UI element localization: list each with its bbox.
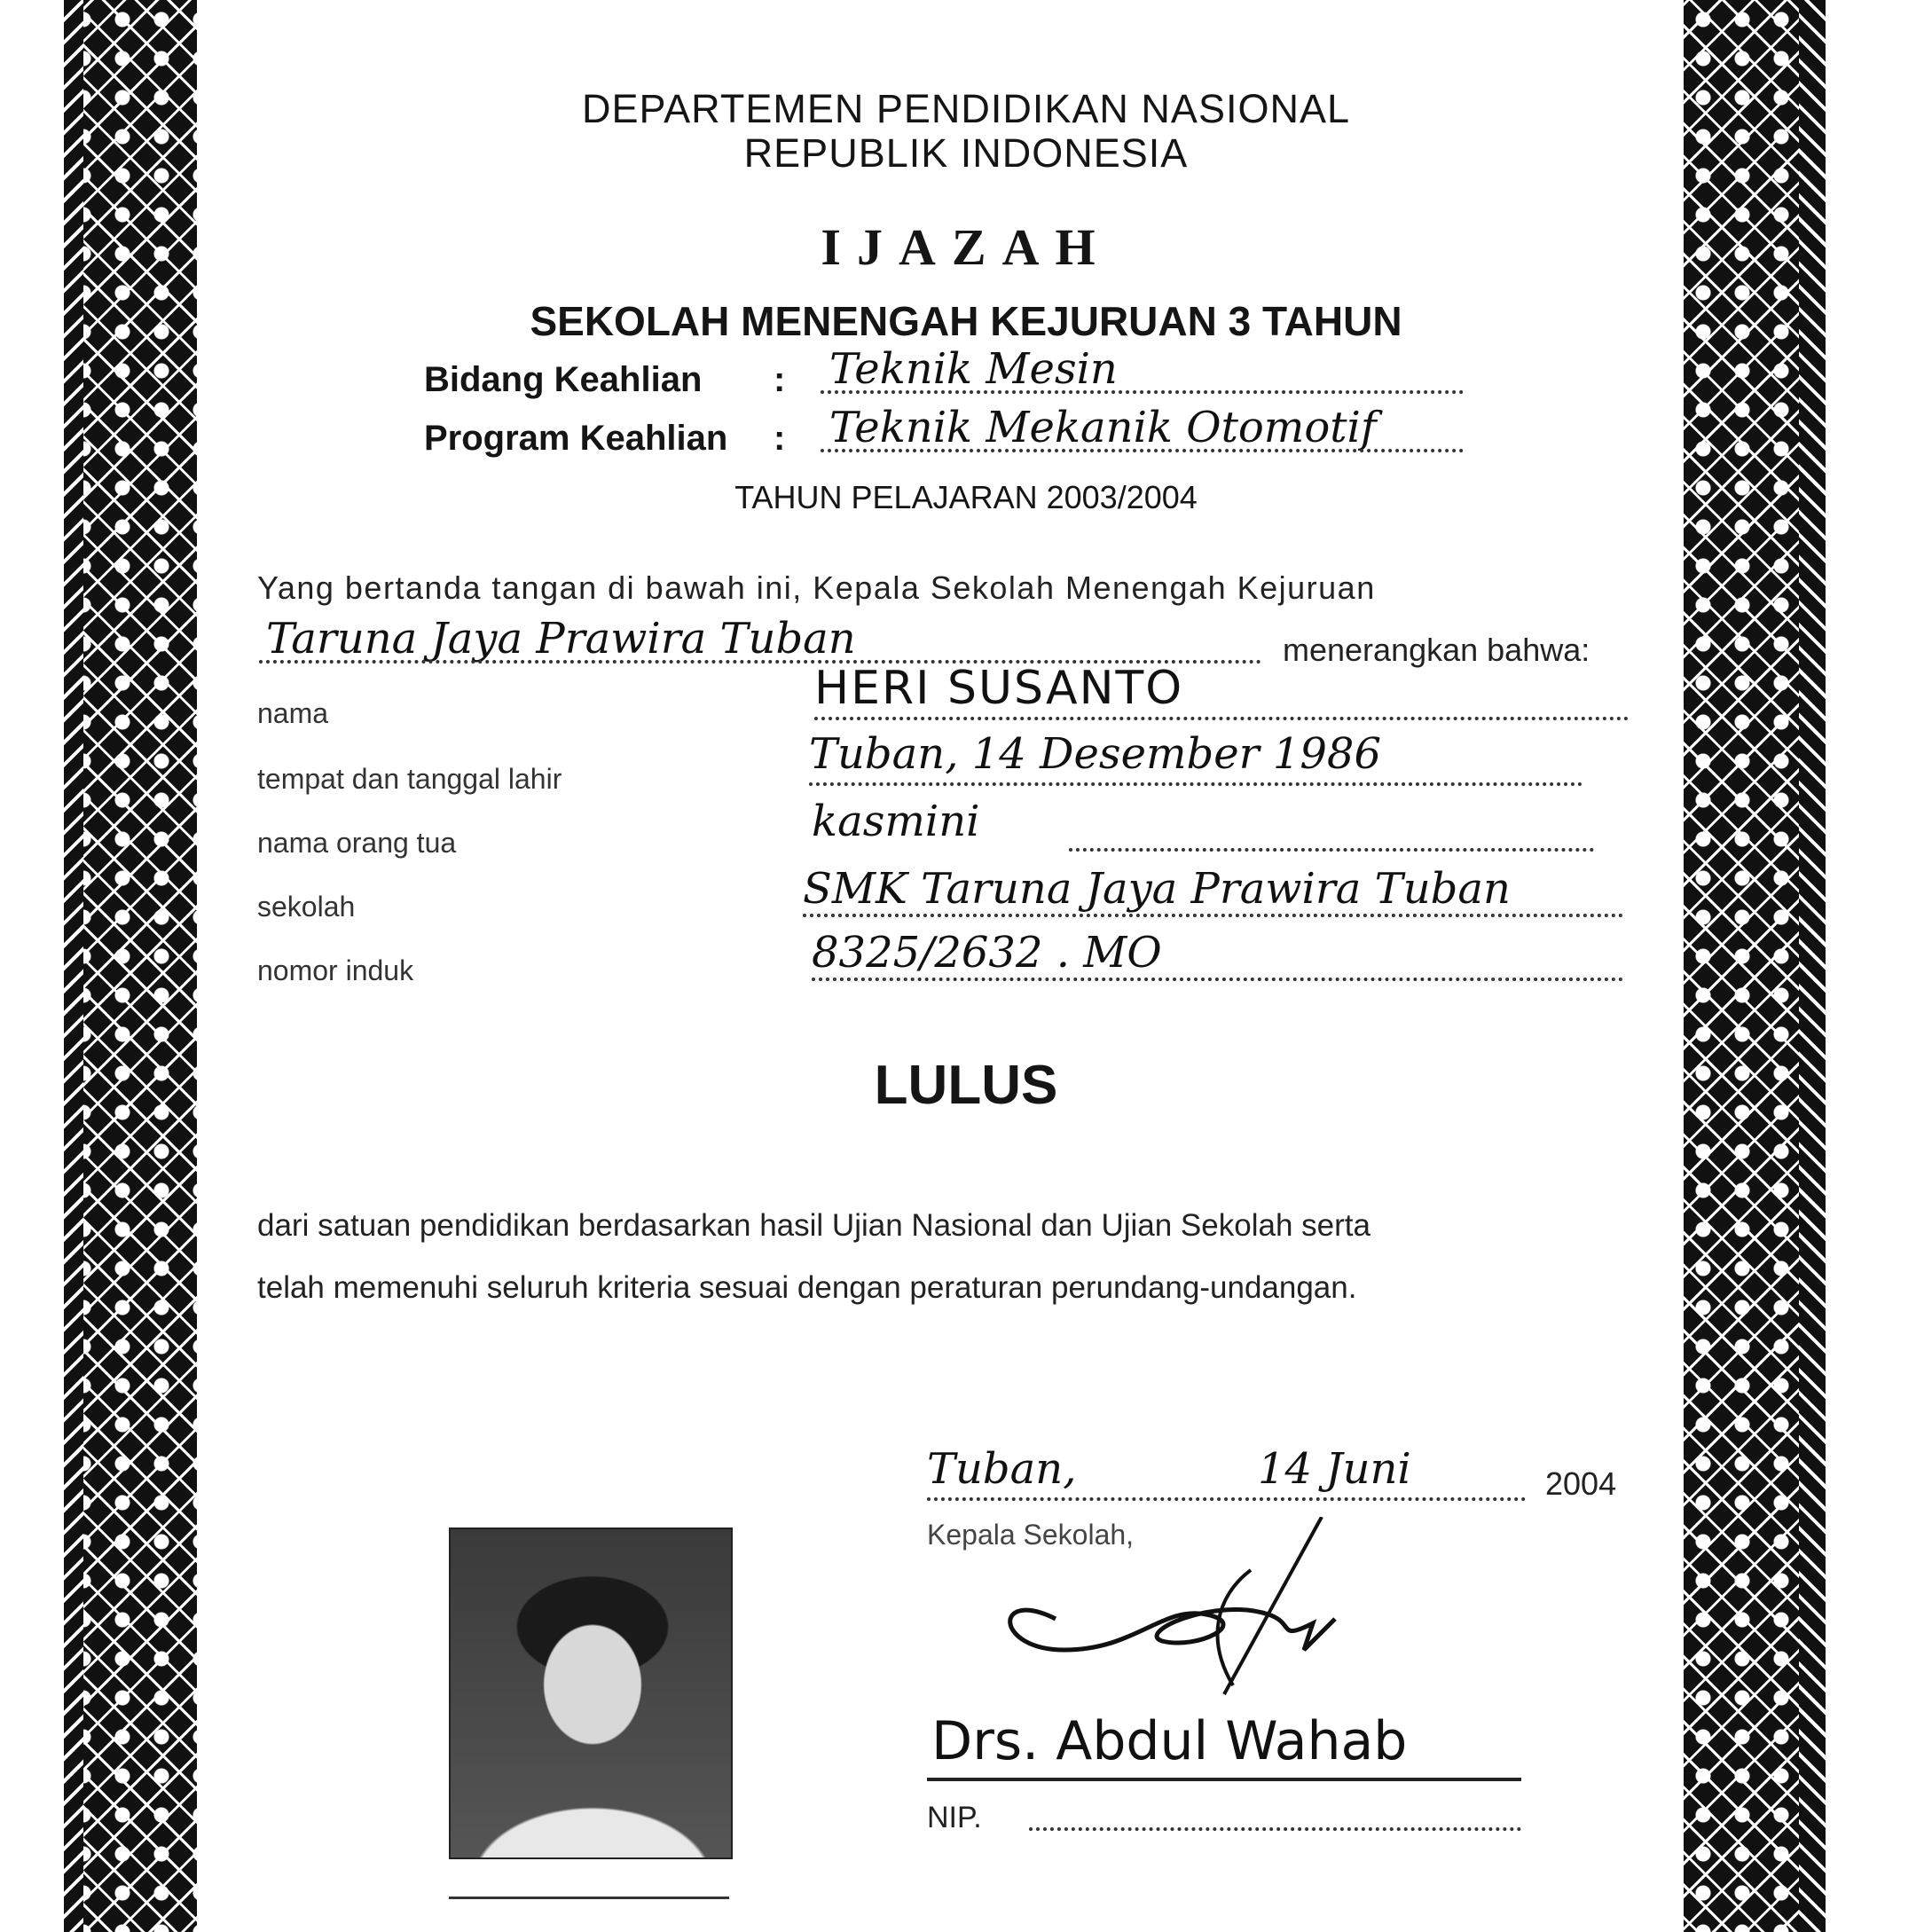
student-photo [449,1528,733,1859]
body-line-2: telah memenuhi seluruh kriteria sesuai dengan peraturan perundang-undangan. [257,1270,1357,1305]
field-value-nama: HERI SUSANTO [814,662,1184,715]
field-label-nomor-induk: nomor induk [257,954,414,986]
field-label-ttl: tempat dan tanggal lahir [257,763,562,795]
field-value-ttl: Tuban, 14 Desember 1986 [809,729,1381,779]
bidang-label: Bidang Keahlian [424,360,703,399]
ministry-line-1: DEPARTEMEN PENDIDIKAN NASIONAL [581,86,1350,131]
ministry-line-2: REPUBLIK INDONESIA [743,130,1189,176]
field-dots-nomor-induk [812,978,1623,981]
field-dots-ttl [809,782,1583,786]
statement-intro: Yang bertanda tangan di bawah ini, Kepala Sekolah Menengah Kejuruan [257,569,1376,606]
field-label-orang-tua: nama orang tua [257,827,457,859]
field-dots-nama [814,717,1629,720]
nip-label: NIP. [927,1801,982,1834]
school-name-handwritten: Taruna Jaya Prawira Tuban [266,614,856,664]
sign-role: Kepala Sekolah, [927,1519,1135,1551]
field-value-sekolah: SMK Taruna Jaya Prawira Tuban [803,864,1511,914]
photo-frame-line [449,1897,729,1899]
ornamental-border-right [1684,0,1826,1932]
program-label: Program Keahlian [424,419,728,458]
field-dots-sekolah [803,914,1623,917]
certificate-title: IJAZAH [821,218,1111,276]
sign-date: 14 Juni [1258,1444,1411,1494]
sign-place: Tuban, [927,1444,1077,1494]
sign-year: 2004 [1545,1465,1617,1502]
signature-scribble [985,1517,1410,1730]
ornamental-border-left [64,0,197,1932]
result-lulus: LULUS [874,1055,1058,1116]
body-line-1: dari satuan pendidikan berdasarkan hasil Ujian Nasional dan Ujian Sekolah serta [257,1208,1370,1243]
ministry-heading [0,87,1932,176]
statement-tail: menerangkan bahwa: [1283,632,1590,668]
program-value: Teknik Mekanik Otomotif [829,403,1377,452]
nip-dotted-line [1029,1827,1521,1831]
field-label-nama: nama [257,697,329,729]
headmaster-name-underline [927,1778,1521,1781]
field-label-sekolah: sekolah [257,891,356,923]
field-dots-orang-tua [1069,848,1594,852]
bidang-value: Teknik Mesin [829,344,1118,394]
bidang-dotted-line [821,390,1464,394]
school-type-heading: SEKOLAH MENENGAH KEJURUAN 3 TAHUN [530,298,1402,344]
sign-date-dotted-line [927,1497,1526,1501]
field-value-nomor-induk: 8325/2632 . MO [812,928,1162,978]
field-value-orang-tua: kasmini [812,797,980,846]
program-dotted-line [821,449,1464,452]
program-colon: : [774,419,786,458]
academic-year: TAHUN PELAJARAN 2003/2004 [734,479,1198,515]
headmaster-name: Drs. Abdul Wahab [931,1710,1408,1772]
bidang-colon: : [774,360,786,399]
